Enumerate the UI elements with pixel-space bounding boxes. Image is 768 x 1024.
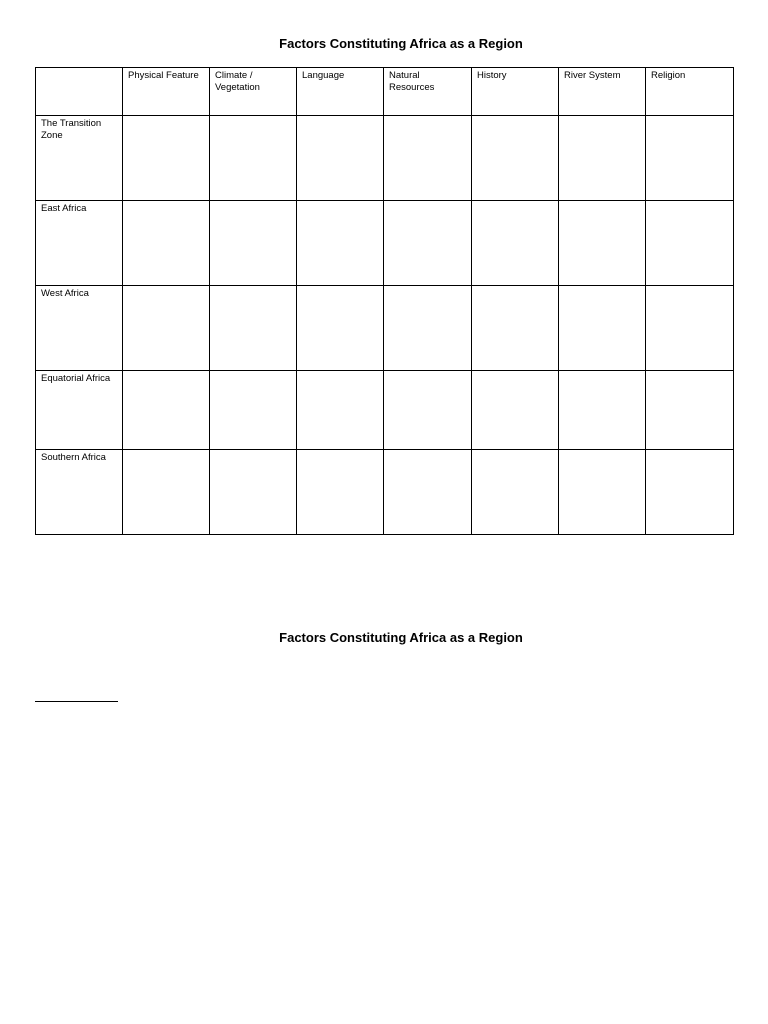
table-cell[interactable] xyxy=(123,450,210,535)
table-cell[interactable] xyxy=(297,116,384,201)
table-cell[interactable] xyxy=(646,450,734,535)
table-cell[interactable] xyxy=(123,116,210,201)
table-cell[interactable] xyxy=(646,201,734,286)
header-cell-religion: Religion xyxy=(646,68,734,116)
header-cell-corner xyxy=(36,68,123,116)
row-label-equatorial-africa: Equatorial Africa xyxy=(36,371,123,450)
header-cell-river-system: River System xyxy=(559,68,646,116)
table-cell[interactable] xyxy=(472,201,559,286)
table-cell[interactable] xyxy=(384,116,472,201)
table-cell[interactable] xyxy=(646,286,734,371)
table-row xyxy=(36,201,734,286)
table-cell[interactable] xyxy=(210,116,297,201)
row-label-transition-zone: The Transition Zone xyxy=(36,116,123,201)
table-cell[interactable] xyxy=(384,286,472,371)
table-cell[interactable] xyxy=(210,201,297,286)
header-cell-climate-vegetation: Climate / Vegetation xyxy=(210,68,297,116)
table-cell[interactable] xyxy=(472,371,559,450)
table-cell[interactable] xyxy=(123,286,210,371)
row-label-west-africa: West Africa xyxy=(36,286,123,371)
table-cell[interactable] xyxy=(646,116,734,201)
header-cell-natural-resources: Natural Resources xyxy=(384,68,472,116)
header-cell-language: Language xyxy=(297,68,384,116)
table-cell[interactable] xyxy=(297,450,384,535)
table-cell[interactable] xyxy=(297,286,384,371)
factors-table xyxy=(35,67,734,535)
table-cell[interactable] xyxy=(559,116,646,201)
table-cell[interactable] xyxy=(210,450,297,535)
table-row xyxy=(36,371,734,450)
table-cell[interactable] xyxy=(559,286,646,371)
table-cell[interactable] xyxy=(297,201,384,286)
table-cell[interactable] xyxy=(384,201,472,286)
header-cell-physical-feature: Physical Feature xyxy=(123,68,210,116)
table-cell[interactable] xyxy=(384,450,472,535)
table-cell[interactable] xyxy=(123,371,210,450)
table-row xyxy=(36,450,734,535)
table-cell[interactable] xyxy=(210,286,297,371)
table-cell[interactable] xyxy=(559,371,646,450)
table-cell[interactable] xyxy=(297,371,384,450)
table-cell[interactable] xyxy=(472,286,559,371)
table-cell[interactable] xyxy=(384,371,472,450)
page-title: Factors Constituting Africa as a Region xyxy=(279,36,523,51)
table-cell[interactable] xyxy=(559,201,646,286)
table-cell[interactable] xyxy=(210,371,297,450)
table-cell[interactable] xyxy=(472,450,559,535)
table-row xyxy=(36,116,734,201)
header-cell-history: History xyxy=(472,68,559,116)
table-row xyxy=(36,286,734,371)
table-cell[interactable] xyxy=(559,450,646,535)
table-cell[interactable] xyxy=(472,116,559,201)
table-cell[interactable] xyxy=(123,201,210,286)
blank-underline xyxy=(35,701,118,702)
section-title: Factors Constituting Africa as a Region xyxy=(279,630,523,645)
row-label-southern-africa: Southern Africa xyxy=(36,450,123,535)
table-header-row xyxy=(36,68,734,116)
row-label-east-africa: East Africa xyxy=(36,201,123,286)
table-cell[interactable] xyxy=(646,371,734,450)
